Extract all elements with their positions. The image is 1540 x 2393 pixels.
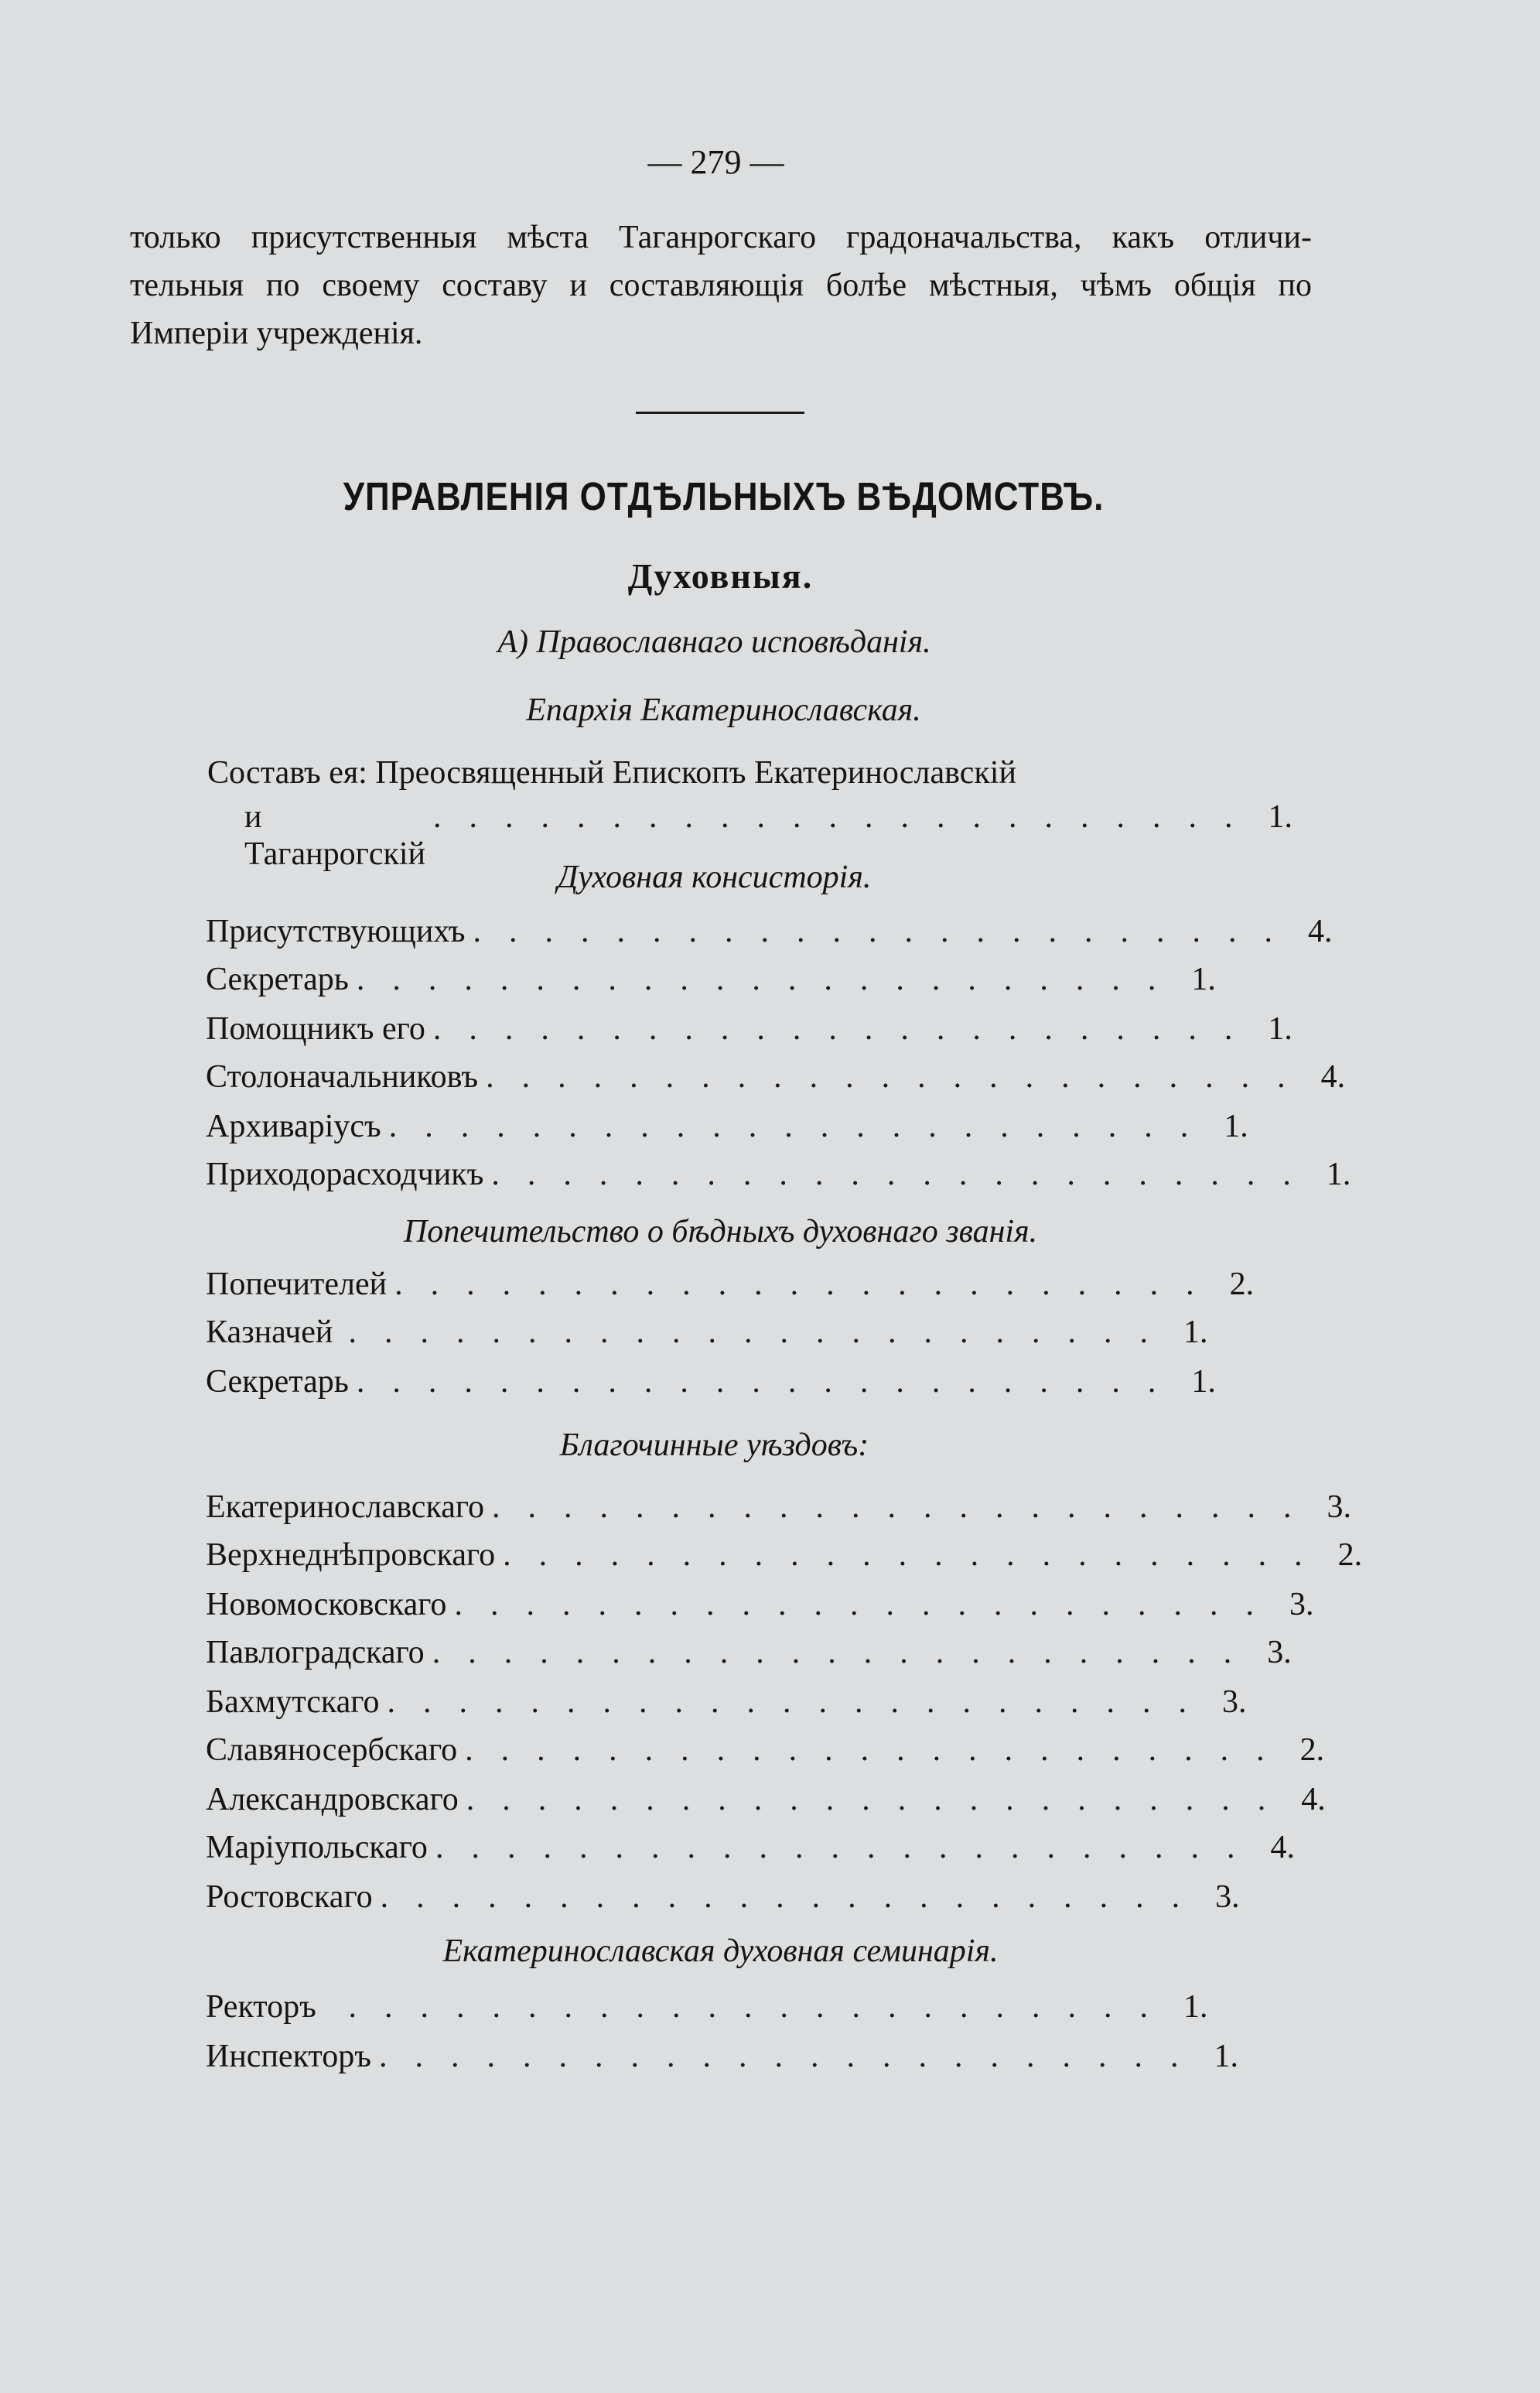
list-item: [206, 1634, 1292, 1671]
list-item: [206, 1586, 1314, 1623]
intro-line-3: Имперіи учрежденія.: [130, 316, 423, 351]
group-title: Попечительство о бѣдныхъ духовнаго званія.: [403, 1214, 1038, 1249]
item-count: 3.: [1215, 1879, 1240, 1915]
list-item: [206, 1988, 1214, 2026]
list-item: [206, 1732, 1325, 1769]
list-item: [206, 1266, 1255, 1303]
list-item: [206, 1879, 1240, 1916]
group-title: Духовная консисторія.: [557, 860, 872, 895]
composition-count: 1.: [1268, 799, 1293, 835]
leader-dots: .......................: [356, 1364, 1184, 1400]
list-item: [206, 1781, 1326, 1818]
section-divider: [636, 412, 804, 414]
item-label: Верхнеднѣпровскаго: [206, 1537, 496, 1573]
leader-dots: .......................: [348, 1989, 1176, 2025]
item-label: Екатеринославскаго: [206, 1489, 485, 1525]
item-label: Помощникъ его: [206, 1011, 425, 1047]
item-count: 3.: [1289, 1587, 1314, 1622]
list-item: [206, 1363, 1214, 1400]
section-a-heading: [0, 624, 1484, 661]
intro-paragraph: [130, 214, 1312, 357]
section-a-title: А) Православнаго исповѣданія.: [497, 624, 931, 660]
leader-dots: .......................: [432, 1635, 1260, 1670]
leader-dots: .......................: [486, 1059, 1313, 1095]
item-label: Попечителей: [206, 1267, 388, 1302]
item-count: 1.: [1183, 1989, 1208, 2025]
eparchy-heading: Епархія Екатеринославская.: [526, 692, 921, 728]
item-count: 1.: [1191, 962, 1216, 997]
leader-dots: .......................: [388, 1109, 1217, 1144]
item-label: Новомосковскаго: [206, 1587, 447, 1622]
item-count: 4.: [1270, 1830, 1295, 1865]
leader-dots: .......................: [435, 1830, 1263, 1865]
list-item: [206, 1489, 1352, 1526]
item-label: Инспекторъ: [206, 2039, 371, 2074]
list-item: [206, 1156, 1351, 1193]
item-label: Казначей: [206, 1314, 333, 1350]
leader-dots: .......................: [394, 1267, 1222, 1302]
leader-dots: .......................: [433, 799, 1261, 835]
item-count: 2.: [1299, 1732, 1325, 1768]
item-label: Славяносербскаго: [206, 1732, 458, 1768]
list-item: [206, 2038, 1238, 2075]
composition-label: и Таганрогскій: [244, 799, 426, 872]
leader-dots: .......................: [465, 1732, 1292, 1768]
list-item: [206, 1314, 1214, 1351]
list-item: [206, 1829, 1295, 1866]
list-item: [206, 961, 1214, 998]
item-count: 1.: [1191, 1364, 1216, 1400]
item-label: Архиваріусъ: [206, 1109, 381, 1144]
list-item: [206, 1537, 1363, 1574]
group-title: Благочинные уѣздовъ:: [559, 1427, 869, 1463]
item-count: 2.: [1337, 1537, 1363, 1573]
item-label: Александровскаго: [206, 1782, 459, 1817]
item-label: Ректоръ: [206, 1989, 316, 2025]
intro-line-2: тельныя по своему составу и составляющія болѣе мѣстныя, чѣмъ общія по: [130, 268, 1312, 303]
leader-dots: .......................: [356, 962, 1184, 997]
item-count: 4.: [1301, 1782, 1326, 1817]
item-count: 3.: [1327, 1489, 1352, 1525]
sub-heading: Духовныя.: [627, 556, 814, 596]
intro-line-1: только присутственныя мѣста Таганрогскаго градоначальства, какъ отличи-: [130, 220, 1312, 255]
leader-dots: .......................: [466, 1782, 1294, 1817]
leader-dots: .......................: [378, 2039, 1207, 2074]
item-label: Маріупольскаго: [206, 1830, 428, 1865]
item-count: 1.: [1224, 1109, 1248, 1144]
leader-dots: .......................: [492, 1489, 1320, 1525]
item-count: 3.: [1221, 1684, 1247, 1720]
item-label: Павлоградскаго: [206, 1635, 425, 1670]
list-item: [206, 913, 1333, 950]
main-heading: УПРАВЛЕНІЯ ОТДѢЛЬНЫХЪ ВѢДОМСТВЪ.: [343, 475, 1105, 519]
item-count: 1.: [1326, 1157, 1351, 1192]
item-count: 2.: [1229, 1267, 1255, 1302]
item-label: Приходорасходчикъ: [206, 1157, 484, 1192]
item-label: Присутствующихъ: [206, 914, 466, 949]
leader-dots: .......................: [473, 914, 1300, 949]
page-number: — 279 —: [647, 143, 784, 181]
item-count: 3.: [1267, 1635, 1292, 1670]
item-count: 1.: [1183, 1314, 1208, 1350]
leader-dots: .......................: [387, 1684, 1214, 1720]
item-label: Столоначальниковъ: [206, 1059, 479, 1095]
item-label: Ростовскаго: [206, 1879, 373, 1915]
group-title: Екатеринославская духовная семинарія.: [442, 1933, 999, 1969]
list-item: [206, 1010, 1292, 1048]
composition-line-1: Составъ ея: Преосвященный Епископъ Екатеринославскій: [207, 755, 1016, 791]
leader-dots: .......................: [503, 1537, 1330, 1573]
list-item: [206, 1108, 1248, 1145]
item-count: 4.: [1320, 1059, 1346, 1095]
item-count: 1.: [1268, 1011, 1292, 1047]
list-item: [206, 1058, 1346, 1096]
list-item: [206, 1684, 1247, 1721]
leader-dots: .......................: [491, 1157, 1319, 1192]
item-label: Бахмутскаго: [206, 1684, 380, 1720]
item-count: 1.: [1214, 2039, 1238, 2074]
item-count: 4.: [1307, 914, 1333, 949]
leader-dots: .......................: [380, 1879, 1208, 1915]
leader-dots: .......................: [432, 1011, 1261, 1047]
leader-dots: .......................: [454, 1587, 1282, 1622]
item-label: Секретарь: [206, 1364, 349, 1400]
leader-dots: .......................: [348, 1314, 1176, 1350]
item-label: Секретарь: [206, 962, 349, 997]
